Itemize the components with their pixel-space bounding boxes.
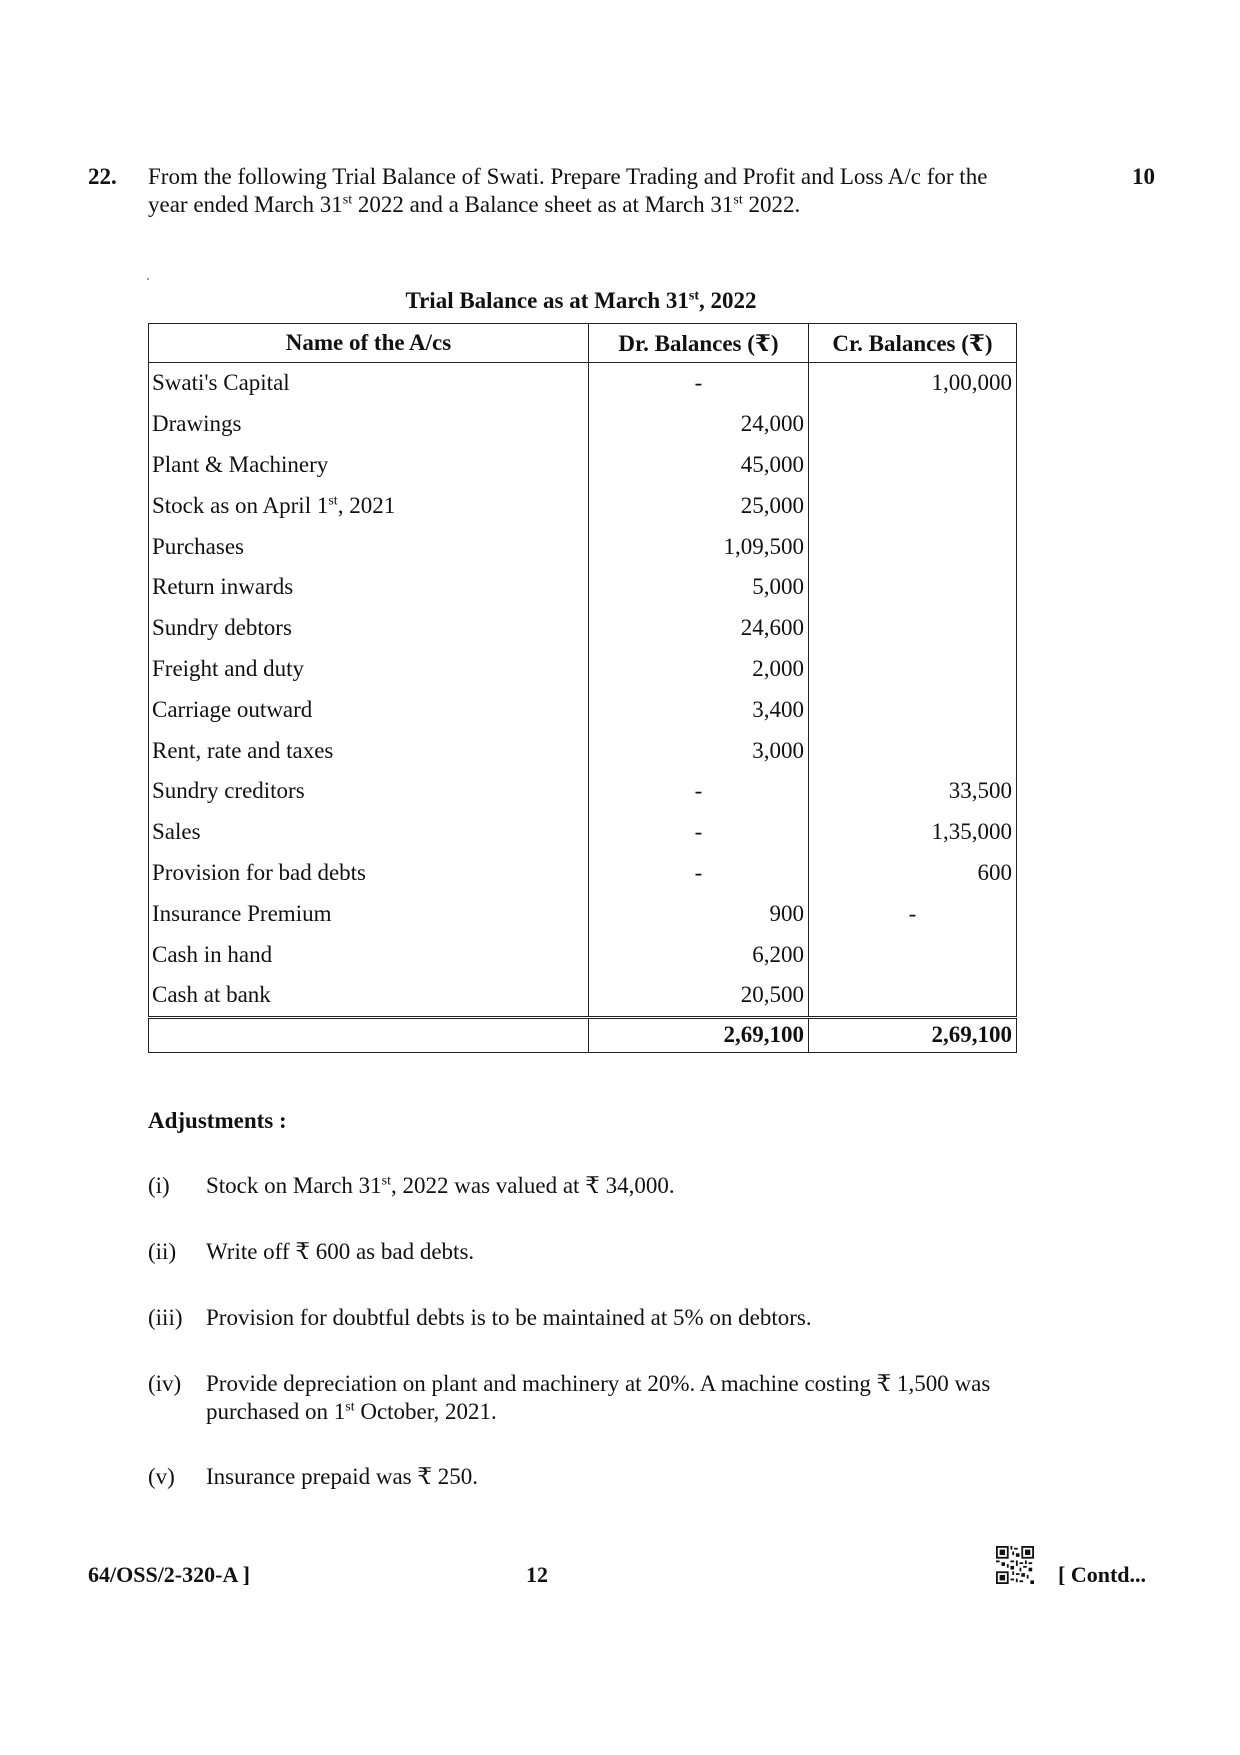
dr-value: 900 [589,893,809,934]
account-name: Provision for bad debts [149,853,589,894]
account-name: Purchases [149,526,589,567]
table-row [149,445,1017,486]
adjustment-text: Insurance prepaid was ₹ 250. [206,1464,479,1489]
account-name: Sundry debtors [149,608,589,649]
table-row [149,526,1017,567]
account-name: Sales [149,812,589,853]
question-line-1: From the following Trial Balance of Swati. Prepare Trading and Profit and Loss A/c for the [148,164,988,189]
cr-value [809,730,1017,771]
dr-value: - [589,363,809,404]
cr-value [809,608,1017,649]
trial-balance-table [148,323,1017,1053]
dr-value: - [589,771,809,812]
cr-total: 2,69,100 [809,1017,1017,1052]
cr-value [809,934,1017,975]
table-row [149,649,1017,690]
account-name: Swati's Capital [149,363,589,404]
table-row [149,771,1017,812]
table-row [149,934,1017,975]
total-row [149,1017,1017,1052]
account-name: Return inwards [149,567,589,608]
adjustment-text: Stock on March 31st, 2022 was valued at ₹ 34,000. [206,1173,675,1198]
dr-value: - [589,812,809,853]
cr-value [809,649,1017,690]
table-row [149,404,1017,445]
adjustment-number: (iv) [148,1371,182,1396]
table-row [149,608,1017,649]
account-name: Stock as on April 1st, 2021 [149,485,589,526]
adjustment-item-i [0,1172,1240,1202]
paper-code: 64/OSS/2-320-A ] [88,1562,250,1587]
header-account-name: Name of the A/cs [149,324,589,363]
cr-value: 1,00,000 [809,363,1017,404]
adjustment-text: Provision for doubtful debts is to be maintained at 5% on debtors. [206,1305,812,1330]
table-row [149,567,1017,608]
cr-value: 600 [809,853,1017,894]
question-text [148,163,1098,219]
dr-value: 3,400 [589,689,809,730]
adjustment-text: Write off ₹ 600 as bad debts. [206,1239,475,1264]
table-row [149,363,1017,404]
header-dr-balances: Dr. Balances (₹) [589,324,809,363]
dr-value: 45,000 [589,445,809,486]
adjustment-number: (iii) [148,1305,183,1330]
adjustment-number: (v) [148,1464,175,1489]
adjustments-heading: Adjustments : [148,1108,287,1133]
header-cr-balances: Cr. Balances (₹) [809,324,1017,363]
account-name: Cash at bank [149,975,589,1017]
account-name: Carriage outward [149,689,589,730]
adjustment-item-ii [0,1238,1240,1268]
adjustment-number: (ii) [148,1239,177,1264]
adjustment-item-iv [0,1370,1240,1428]
page-number: 12 [526,1562,548,1587]
cr-value [809,485,1017,526]
adjustment-text: Provide depreciation on plant and machinery at 20%. A machine costing ₹ 1,500 was purchased on 1st October, 2021. [206,1371,991,1424]
adjustment-item-v [0,1463,1240,1493]
table-row [149,730,1017,771]
dr-value: 24,600 [589,608,809,649]
cr-value [809,567,1017,608]
dr-value: 5,000 [589,567,809,608]
account-name: Cash in hand [149,934,589,975]
cr-value [809,689,1017,730]
table-row [149,893,1017,934]
cr-value: 33,500 [809,771,1017,812]
cr-value: 1,35,000 [809,812,1017,853]
adjustment-item-iii [0,1304,1240,1334]
cr-value [809,975,1017,1017]
table-row [149,853,1017,894]
cr-value [809,404,1017,445]
dr-value: 6,200 [589,934,809,975]
stray-dot [147,278,149,280]
account-name: Sundry creditors [149,771,589,812]
dr-value: 3,000 [589,730,809,771]
account-name: Drawings [149,404,589,445]
table-row [149,975,1017,1017]
dr-value: 2,000 [589,649,809,690]
dr-value: - [589,853,809,894]
cr-value [809,526,1017,567]
dr-value: 25,000 [589,485,809,526]
continued-label: [ Contd... [1058,1562,1147,1587]
question-line-2: year ended March 31st 2022 and a Balance sheet as at March 31st 2022. [148,192,801,217]
qr-code-icon [996,1546,1034,1584]
account-name: Insurance Premium [149,893,589,934]
dr-value: 1,09,500 [589,526,809,567]
question-marks: 10 [1132,164,1155,189]
account-name: Freight and duty [149,649,589,690]
account-name: Rent, rate and taxes [149,730,589,771]
question-number: 22. [88,164,117,189]
dr-value: 24,000 [589,404,809,445]
trial-balance-title: Trial Balance as at March 31st, 2022 [405,288,757,313]
dr-value: 20,500 [589,975,809,1017]
cr-value [809,445,1017,486]
adjustment-number: (i) [148,1173,170,1198]
account-name: Plant & Machinery [149,445,589,486]
table-header-row [149,324,1017,363]
table-row [149,689,1017,730]
dr-total: 2,69,100 [589,1017,809,1052]
cr-value: - [809,893,1017,934]
table-row [149,812,1017,853]
total-label-cell [149,1017,589,1052]
table-row [149,485,1017,526]
